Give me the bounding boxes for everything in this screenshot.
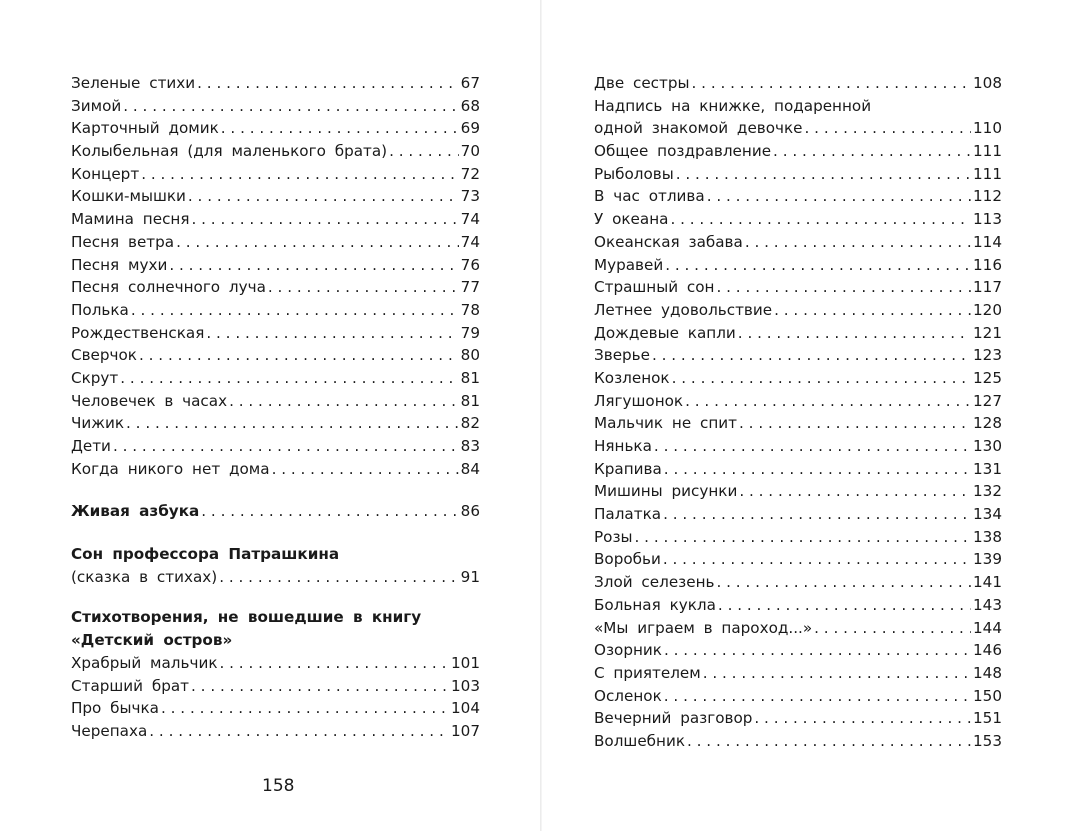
- dot-leader: [665, 254, 971, 277]
- entry-title: Когда никого нет дома: [71, 459, 270, 478]
- entry-title: Скрут: [71, 368, 119, 387]
- page-number: 128: [973, 414, 1002, 433]
- dot-leader: [149, 720, 449, 743]
- toc-right-column: [594, 72, 1002, 753]
- toc-entry: [594, 185, 1002, 208]
- dot-leader: [221, 117, 459, 140]
- dot-leader: [676, 163, 971, 186]
- dot-leader: [113, 435, 459, 458]
- entry-title: Воробьи: [594, 550, 661, 569]
- entry-title: Дети: [71, 437, 111, 455]
- toc-entry: [71, 344, 480, 367]
- page-number: 111: [973, 142, 1002, 161]
- dot-leader: [672, 367, 971, 390]
- page-number: 108: [973, 74, 1002, 92]
- page-number: 127: [973, 391, 1002, 410]
- dot-leader: [139, 344, 459, 367]
- page-number: 103: [451, 676, 480, 695]
- entry-title: Общее поздравление: [594, 142, 772, 161]
- dot-leader: [663, 503, 971, 526]
- page-number: 78: [460, 300, 480, 319]
- toc-entry: [71, 697, 480, 720]
- entry-title-line: Надпись на книжке, подаренной: [594, 96, 872, 115]
- entry-title: Мамина песня: [71, 210, 190, 229]
- page-number: 153: [973, 731, 1002, 750]
- page-number: 110: [973, 119, 1002, 138]
- dot-leader: [805, 117, 971, 140]
- dot-leader: [739, 412, 971, 435]
- dot-leader: [754, 707, 971, 730]
- section-spacer: [71, 480, 480, 500]
- page-number: 81: [460, 368, 480, 387]
- toc-entry: [71, 652, 480, 675]
- toc-entry: [71, 72, 480, 95]
- entry-title: С приятелем: [594, 663, 701, 682]
- toc-entry: [594, 571, 1002, 594]
- entry-title: Песня ветра: [71, 232, 175, 251]
- dot-leader: [120, 367, 458, 390]
- page-number: 111: [973, 164, 1002, 183]
- page-number: 81: [460, 391, 480, 410]
- entry-title: Храбрый мальчик: [71, 653, 218, 672]
- toc-entry: [71, 95, 480, 118]
- page-number: 150: [973, 686, 1002, 705]
- page-number: 141: [973, 573, 1002, 592]
- dot-leader: [126, 412, 459, 435]
- page-number: 68: [460, 96, 480, 115]
- dot-leader: [389, 140, 459, 163]
- dot-leader: [692, 72, 971, 95]
- entry-title: Нянька: [594, 437, 652, 455]
- toc-entry: [594, 730, 1002, 753]
- page-number: 151: [973, 709, 1002, 728]
- toc-entry: [71, 322, 480, 345]
- page-number: 113: [973, 210, 1002, 229]
- page-number: 70: [460, 142, 480, 161]
- dot-leader: [703, 662, 971, 685]
- toc-entry: [71, 458, 480, 481]
- dot-leader: [123, 95, 458, 118]
- entry-title: Полька: [71, 300, 129, 319]
- dot-leader: [664, 685, 971, 708]
- entry-title: Больная кукла: [594, 595, 716, 614]
- page-number: 107: [451, 721, 480, 740]
- entry-title: У океана: [594, 210, 669, 229]
- toc-entry: [71, 675, 480, 698]
- dot-leader: [197, 72, 459, 95]
- entry-title: Муравей: [594, 255, 664, 274]
- toc-entry-azbuka: [71, 500, 480, 523]
- page-number: 84: [460, 459, 480, 478]
- page-folio: 158: [262, 776, 295, 796]
- dot-leader: [176, 231, 459, 254]
- page-number: 138: [973, 527, 1002, 546]
- dot-leader: [814, 617, 971, 640]
- dot-leader: [272, 458, 459, 481]
- toc-entry: [71, 299, 480, 322]
- page-number: 130: [973, 437, 1002, 455]
- dot-leader: [774, 299, 971, 322]
- page-number: 148: [973, 663, 1002, 682]
- dot-leader: [220, 652, 450, 675]
- dot-leader: [773, 140, 971, 163]
- toc-left-column: [71, 72, 480, 743]
- page-number: 144: [973, 618, 1002, 637]
- page-number: 120: [973, 300, 1002, 319]
- entry-title: Вечерний разговор: [594, 709, 753, 728]
- entry-title: Песня солнечного луча: [71, 278, 266, 297]
- entry-title: Волшебник: [594, 731, 685, 750]
- entry-title: Мальчик не спит: [594, 414, 738, 433]
- dot-leader: [745, 231, 971, 254]
- entry-title: Палатка: [594, 505, 662, 524]
- entry-title: Черепаха: [71, 721, 148, 740]
- dot-leader: [717, 276, 972, 299]
- page-number: 77: [460, 278, 480, 297]
- right-entry-list: [594, 140, 1002, 753]
- entry-title: Кошки-мышки: [71, 187, 186, 206]
- toc-entry: [594, 208, 1002, 231]
- dot-leader: [652, 344, 971, 367]
- page-number: 114: [973, 232, 1002, 251]
- dot-leader: [268, 276, 459, 299]
- entry-title: Сверчок: [71, 346, 137, 365]
- entry-title: В час отлива: [594, 187, 705, 206]
- page-number: 76: [460, 255, 480, 274]
- entry-title: одной знакомой девочке: [594, 119, 803, 138]
- toc-entry: [594, 367, 1002, 390]
- entry-title: Зеленые стихи: [71, 74, 196, 92]
- page-number: 74: [460, 232, 480, 251]
- toc-entry: [594, 344, 1002, 367]
- dot-leader: [664, 458, 971, 481]
- toc-entry: [594, 390, 1002, 413]
- entry-title: Крапива: [594, 459, 662, 478]
- entry-title: Человечек в часах: [71, 391, 228, 410]
- page-number: 132: [973, 482, 1002, 501]
- section-heading-son: Сон профессора Патрашкина: [71, 545, 340, 564]
- page-number: 121: [973, 323, 1002, 342]
- entry-title: Озорник: [594, 641, 662, 660]
- dot-leader: [192, 208, 459, 231]
- toc-entry: [71, 367, 480, 390]
- toc-entry: [71, 208, 480, 231]
- entry-title: Карточный домик: [71, 119, 219, 138]
- entry-title: Летнее удовольствие: [594, 300, 773, 319]
- entry-title: Две сестры: [594, 74, 690, 92]
- page-number: 134: [973, 505, 1002, 524]
- dot-leader: [219, 566, 458, 589]
- dot-leader: [141, 163, 458, 186]
- page-number: 101: [451, 653, 480, 672]
- toc-entry: [594, 231, 1002, 254]
- page-number: 79: [460, 323, 480, 342]
- toc-entry: [594, 707, 1002, 730]
- entry-title: Осленок: [594, 686, 662, 705]
- entry-title: Страшный сон: [594, 278, 715, 297]
- toc-entry: [594, 526, 1002, 549]
- dot-leader: [206, 322, 458, 345]
- entry-title: Океанская забава: [594, 232, 743, 251]
- toc-entry: [71, 231, 480, 254]
- dot-leader: [169, 254, 458, 277]
- page-number: 82: [460, 414, 480, 433]
- toc-entry: [71, 435, 480, 458]
- dot-leader: [229, 390, 459, 413]
- dot-leader: [191, 675, 449, 698]
- entry-title: «Мы играем в пароход...»: [594, 618, 813, 637]
- toc-entry: [594, 140, 1002, 163]
- entry-title: Концерт: [71, 164, 140, 183]
- page-number: 67: [460, 74, 480, 92]
- entry-title: Рождественская: [71, 323, 205, 342]
- page-number: 72: [460, 164, 480, 183]
- dot-leader: [739, 480, 971, 503]
- page-number: 146: [973, 641, 1002, 660]
- toc-entry: [71, 140, 480, 163]
- entry-title: Колыбельная (для маленького брата): [71, 142, 388, 161]
- dot-leader: [188, 185, 459, 208]
- page-number: 91: [460, 567, 480, 586]
- toc-entry: [594, 254, 1002, 277]
- page-number: 123: [973, 346, 1002, 365]
- toc-entry: [71, 412, 480, 435]
- dot-leader: [670, 208, 971, 231]
- toc-entry: [71, 276, 480, 299]
- entry-title: Козленок: [594, 368, 670, 387]
- page-number: 117: [973, 278, 1002, 297]
- entry-title: Рыболовы: [594, 164, 674, 183]
- toc-entry: [594, 617, 1002, 640]
- dot-leader: [738, 322, 971, 345]
- page-number: 74: [460, 210, 480, 229]
- toc-entry: [594, 117, 1002, 140]
- dot-leader: [718, 594, 971, 617]
- dot-leader: [131, 299, 459, 322]
- toc-entry: [594, 163, 1002, 186]
- page-number: 104: [451, 699, 480, 718]
- page-number: 139: [973, 550, 1002, 569]
- left-entry-list: [71, 72, 480, 480]
- page-number: 125: [973, 368, 1002, 387]
- dot-leader: [687, 730, 971, 753]
- entry-title: Дождевые капли: [594, 323, 736, 342]
- book-gutter: [540, 0, 542, 831]
- entry-title: Мишины рисунки: [594, 482, 738, 501]
- page-number: 116: [973, 255, 1002, 274]
- dot-leader: [685, 390, 971, 413]
- toc-entry: [594, 548, 1002, 571]
- page-number: 73: [460, 187, 480, 206]
- page-number: 112: [973, 187, 1002, 206]
- entry-title: (сказка в стихах): [71, 567, 218, 586]
- entry-title: Чижик: [71, 414, 125, 433]
- entry-title: Злой селезень: [594, 573, 715, 592]
- entry-title: Зверье: [594, 346, 650, 365]
- entry-title: Лягушонок: [594, 391, 684, 410]
- section-spacer: [71, 523, 480, 543]
- page-number: 83: [460, 437, 480, 455]
- toc-entry: [594, 322, 1002, 345]
- toc-entry: [594, 480, 1002, 503]
- entry-title: Старший брат: [71, 676, 190, 695]
- toc-entry: [71, 163, 480, 186]
- toc-entry: [71, 117, 480, 140]
- section-title: Живая азбука: [71, 502, 200, 521]
- entry-title: Зимой: [71, 96, 122, 115]
- dot-leader: [654, 435, 971, 458]
- toc-entry: [594, 594, 1002, 617]
- entry-title: Розы: [594, 527, 633, 546]
- toc-entry: [594, 412, 1002, 435]
- dot-leader: [707, 185, 971, 208]
- page-number: 86: [460, 502, 480, 521]
- toc-entry: [71, 390, 480, 413]
- toc-entry: [594, 662, 1002, 685]
- toc-entry: [594, 685, 1002, 708]
- toc-entry-son: [71, 566, 480, 589]
- page-number: 131: [973, 459, 1002, 478]
- toc-entry: [71, 254, 480, 277]
- dot-leader: [664, 639, 971, 662]
- dot-leader: [635, 526, 971, 549]
- toc-entry: [594, 299, 1002, 322]
- toc-entry: [71, 720, 480, 743]
- page-number: 69: [460, 119, 480, 138]
- toc-entry: [594, 72, 1002, 95]
- toc-entry: [594, 639, 1002, 662]
- dot-leader: [663, 548, 971, 571]
- page-number: 80: [460, 346, 480, 365]
- dot-leader: [716, 571, 971, 594]
- entry-title: Песня мухи: [71, 255, 168, 274]
- section-spacer: [71, 588, 480, 606]
- toc-entry: [594, 503, 1002, 526]
- toc-entry: [71, 185, 480, 208]
- toc-entry: [594, 276, 1002, 299]
- page-number: 143: [973, 595, 1002, 614]
- toc-entry: [594, 458, 1002, 481]
- dot-leader: [201, 500, 458, 523]
- toc-entry: [594, 435, 1002, 458]
- section-heading-uncollected-1: Стихотворения, не вошедшие в книгу: [71, 608, 422, 627]
- uncollected-entry-list: [71, 652, 480, 743]
- section-heading-uncollected-2: «Детский остров»: [71, 631, 233, 650]
- entry-title: Про бычка: [71, 699, 159, 718]
- dot-leader: [161, 697, 449, 720]
